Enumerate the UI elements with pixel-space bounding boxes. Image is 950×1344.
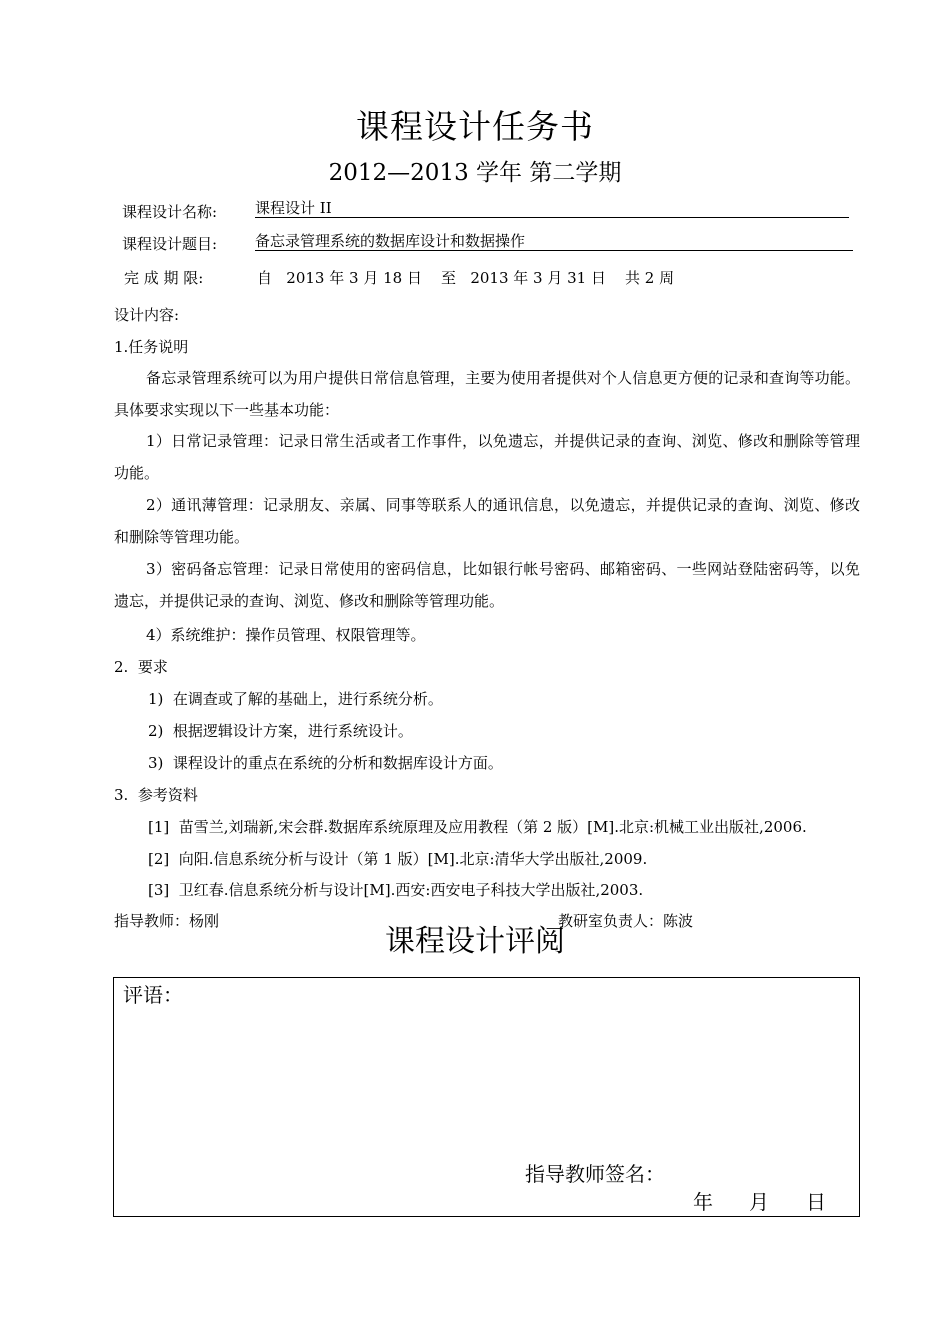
advisor-signature-label: 指导教师签名： [525,1162,665,1186]
document-title: 课程设计任务书 [356,107,594,146]
comment-label: 评语： [123,983,183,1007]
section-3-heading: 3. 参考资料 [114,786,198,804]
section-2-item-2: 2) 根据逻辑设计方案，进行系统设计。 [148,722,413,740]
section-1-item-1: 1）日常记录管理：记录日常生活或者工作事件，以免遗忘，并提供记录的查询、浏览、修改和删除等管理功能。 [114,432,860,482]
section-1-item-2: 2）通讯薄管理：记录朋友、亲属、同事等联系人的通讯信息，以免遗忘，并提供记录的查询、浏览、修改和删除等管理功能。 [114,496,860,546]
section-1-item-4: 4）系统维护：操作员管理、权限管理等。 [146,626,426,644]
period-value: 自 2013 年 3 月 18 日 至 2013 年 3 月 31 日 共 2 周 [257,269,675,287]
date-day-label: 日 [806,1190,826,1214]
reference-2: [2] 向阳.信息系统分析与设计（第 1 版）[M].北京:清华大学出版社,2009. [148,850,648,868]
content-heading: 设计内容: [114,306,180,324]
reference-1: [1] 苗雪兰,刘瑞新,宋会群.数据库系统原理及应用教程（第 2 版）[M].北京:机械工业出版社,2006. [148,818,807,836]
section-1-item-3: 3）密码备忘管理：记录日常使用的密码信息，比如银行帐号密码、邮箱密码、一些网站登陆密码等，以免遗忘，并提供记录的查询、浏览、修改和删除等管理功能。 [114,560,860,610]
review-box [113,977,860,1217]
period-label: 完 成 期 限: [124,269,204,287]
reference-3: [3] 卫红春.信息系统分析与设计[M].西安:西安电子科技大学出版社,2003. [148,881,644,899]
date-month-label: 月 [749,1190,769,1214]
review-title: 课程设计评阅 [385,924,565,959]
date-year-label: 年 [693,1190,713,1214]
course-topic-label: 课程设计题目: [122,235,218,253]
section-1-heading: 1.任务说明 [114,338,189,356]
course-name-value: 课程设计 II [255,199,849,218]
section-2-item-1: 1) 在调查或了解的基础上，进行系统分析。 [148,690,443,708]
document-subtitle: 2012—2013 学年 第二学期 [328,160,622,186]
advisor-line: 指导教师：杨刚 [114,912,220,930]
section-2-heading: 2. 要求 [114,658,168,676]
section-2-item-3: 3) 课程设计的重点在系统的分析和数据库设计方面。 [148,754,503,772]
course-topic-value: 备忘录管理系统的数据库设计和数据操作 [255,232,853,251]
director-line: 教研室负责人：陈波 [558,912,694,930]
course-name-label: 课程设计名称: [122,203,218,221]
section-1-intro: 备忘录管理系统可以为用户提供日常信息管理，主要为使用者提供对个人信息更方便的记录和查询等功能。具体要求实现以下一些基本功能： [114,369,860,419]
